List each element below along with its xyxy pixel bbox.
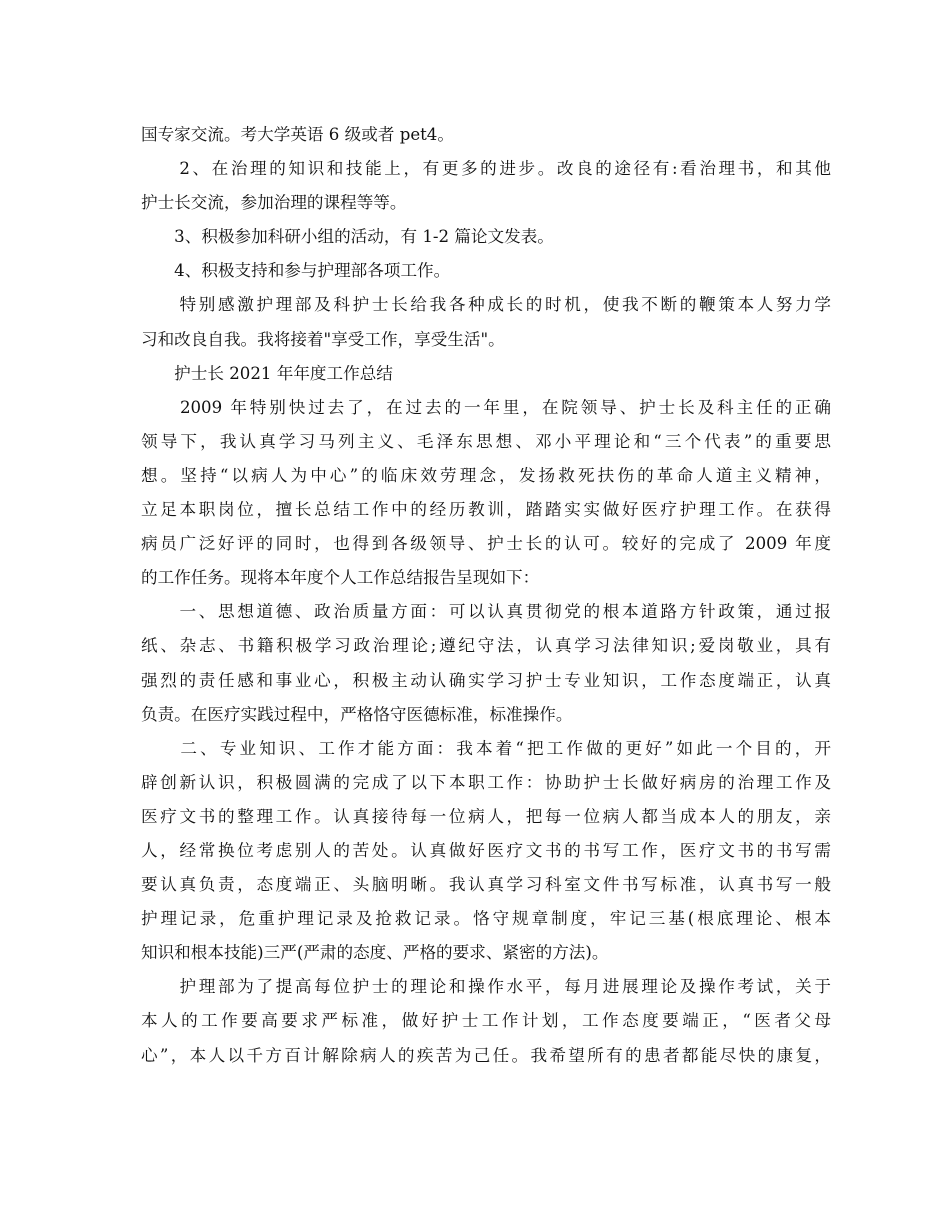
text-line: 想。坚持“以病人为中心”的临床效劳理念，发扬救死扶伤的革命人道主义精神， (141, 465, 831, 485)
text-line: 领导下，我认真学习马列主义、毛泽东思想、邓小平理论和“三个代表”的重要思 (141, 431, 831, 451)
text-line: 心”，本人以千方百计解除病人的疾苦为己任。我希望所有的患者都能尽快的康复， (141, 1045, 831, 1065)
document-body (141, 118, 831, 1073)
text-line: 的工作任务。现将本年度个人工作总结报告呈现如下： (141, 568, 540, 588)
text-line: 2、在治理的知识和技能上，有更多的进步。改良的途径有:看治理书，和其他 (141, 159, 831, 179)
text-line: 人，经常换位考虑别人的苦处。认真做好医疗文书的书写工作，医疗文书的书写需 (141, 840, 831, 860)
text-line: 护理部为了提高每位护士的理论和操作水平，每月进展理论及操作考试，关于 (141, 977, 831, 997)
text-line: 2009 年特别快过去了，在过去的一年里，在院领导、护士长及科主任的正确 (141, 397, 831, 417)
text-line: 负责。在医疗实践过程中，严格恪守医德标准，标准操作。 (141, 704, 573, 724)
text-line: 立足本职岗位，擅长总结工作中的经历教训，踏踏实实做好医疗护理工作。在获得 (141, 500, 831, 520)
text-line: 要认真负责，态度端正、头脑明晰。我认真学习科室文件书写标准，认真书写一般 (141, 875, 831, 895)
text-line: 习和改良自我。我将接着"享受工作，享受生活"。 (141, 329, 505, 349)
text-line: 护理记录，危重护理记录及抢救记录。恪守规章制度，牢记三基(根底理论、根本 (141, 909, 831, 929)
text-line: 护士长交流，参加治理的课程等等。 (141, 193, 407, 213)
text-line: 特别感激护理部及科护士长给我各种成长的时机，使我不断的鞭策本人努力学 (141, 295, 831, 315)
text-line: 辟创新认识，积极圆满的完成了以下本职工作：协助护士长做好病房的治理工作及 (141, 772, 831, 792)
section-heading: 护士长 2021 年年度工作总结 (141, 363, 393, 383)
text-line: 二、专业知识、工作才能方面：我本着“把工作做的更好”如此一个目的，开 (141, 738, 831, 758)
text-line: 3、积极参加科研小组的活动，有 1-2 篇论文发表。 (141, 227, 554, 247)
text-line: 国专家交流。考大学英语 6 级或者 pet4。 (141, 125, 454, 144)
text-line: 病员广泛好评的同时，也得到各级领导、护士长的认可。较好的完成了 2009 年度 (141, 534, 831, 554)
text-line: 纸、杂志、书籍积极学习政治理论;遵纪守法，认真学习法律知识;爱岗敬业，具有 (141, 636, 831, 656)
text-line: 强烈的责任感和事业心，积极主动认确实学习护士专业知识，工作态度端正，认真 (141, 670, 831, 690)
text-line: 本人的工作要高要求严标准，做好护士工作计划，工作态度要端正，“医者父母 (141, 1011, 831, 1031)
text-line: 知识和根本技能)三严(严肃的态度、严格的要求、紧密的方法)。 (141, 943, 609, 963)
text-line: 医疗文书的整理工作。认真接待每一位病人，把每一位病人都当成本人的朋友，亲 (141, 806, 831, 826)
text-line: 一、思想道德、政治质量方面：可以认真贯彻党的根本道路方针政策，通过报 (141, 602, 831, 622)
text-line: 4、积极支持和参与护理部各项工作。 (141, 261, 451, 281)
